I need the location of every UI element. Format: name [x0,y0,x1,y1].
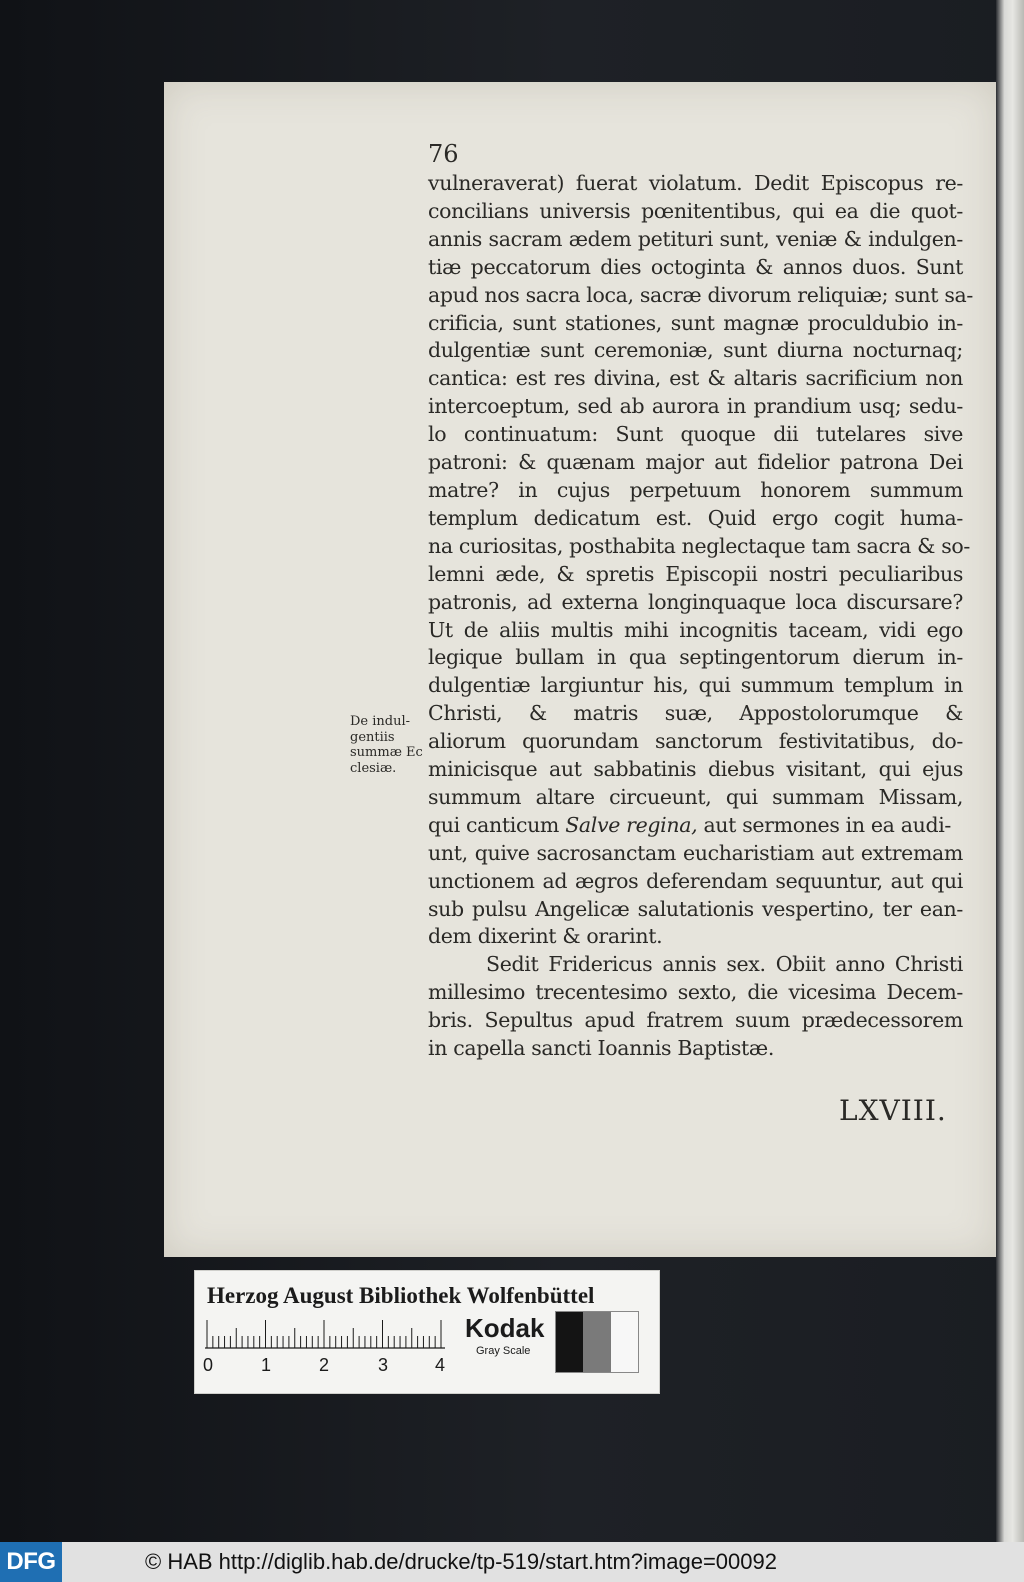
adjacent-page-edge [996,0,1024,1542]
text-line: dulgentiæ largiuntur his, qui summum templum in [428,673,963,698]
text-line: lo continuatum: Sunt quoque dii tutelares sive [428,422,963,447]
text-line: minicisque aut sabbatinis diebus visitant, qui ejus [428,757,963,782]
gray-scale-patches [555,1311,639,1373]
marginal-note-line: clesiæ. [350,760,397,776]
text-line: patroni: & quænam major aut fidelior patrona Dei [428,450,963,475]
text-line: Ut de aliis multis mihi incognitis taceam, vidi ego [428,617,963,642]
text-line: unt, quive sacrosanctam eucharistiam aut extremam [428,840,963,865]
gray-patch-white [611,1312,638,1372]
text-line-part: qui canticum [428,812,560,837]
ruler-label: 0 [203,1355,214,1375]
text-line: Sedit Fridericus annis sex. Obiit anno Christi [486,952,963,977]
marginal-note-line: summæ Ec [350,745,423,760]
gray-patch-black [556,1312,583,1372]
ruler-label: 1 [261,1355,272,1375]
text-line: aliorum quorundam sanctorum festivitatibus, do- [428,729,963,754]
text-line: patronis, ad externa longinquaque loca discursare? [428,589,963,614]
color-calibration-card [194,1270,660,1394]
text-line: cantica: est res divina, est & altaris sacrificium non [428,366,963,391]
text-line: bris. Sepultus apud fratrem suum prædecessorem [428,1008,963,1033]
text-line: annis sacram ædem petituri sunt, veniæ & indulgen- [428,226,963,251]
text-line: vulneraverat) fuerat violatum. Dedit Episcopus re- [428,171,963,195]
kodak-brand: Kodak [465,1313,545,1343]
ruler-label: 2 [319,1355,330,1375]
italic-phrase: Salve regina, [565,812,698,837]
body-text [428,170,973,1063]
book-page [164,82,996,1257]
marginal-note-line: gentiis [350,729,395,745]
text-line: templum dedicatum est. Quid ergo cogit huma- [428,505,963,530]
text-line: millesimo trecentesimo sexto, die vicesima Decem- [428,980,963,1005]
footer-bar [0,1542,1024,1582]
ruler-label: 4 [435,1355,446,1375]
ruler-labels [195,1355,455,1377]
text-line: matre? in cujus perpetuum honorem summum [428,477,963,502]
text-line: sub pulsu Angelicæ salutationis vespertino, ter ean- [428,896,963,921]
text-line: concilians universis pœnitentibus, qui ea die quot- [428,198,963,223]
page-number: 76 [428,140,459,168]
marginal-note-line: De indul- [350,714,411,729]
text-line: apud nos sacra loca, sacræ divorum reliquiæ; sunt sa- [428,282,973,307]
dfg-logo: DFG [0,1542,62,1582]
catchword: LXVIII. [839,1094,947,1127]
text-line: summum altare circueunt, qui summam Missam, [428,784,963,809]
text-line: Christi, & matris suæ, Appostolorumque & [428,701,963,726]
text-line: tiæ peccatorum dies octoginta & annos duos. Sunt [428,254,963,279]
text-line: in capella sancti Ioannis Baptistæ. [428,1036,774,1061]
copyright-text: © HAB http://diglib.hab.de/drucke/tp-519/start.htm?image=00092 [145,1549,777,1574]
text-line-with-italic [428,812,963,840]
ruler-scale [205,1319,445,1349]
text-line: dulgentiæ sunt ceremoniæ, sunt diurna nocturnaq; [428,338,963,363]
gray-patch-mid [583,1312,610,1372]
text-line: dem dixerint & orarint. [428,924,663,949]
text-line-part: aut sermones in ea audi- [703,812,951,837]
text-line: lemni æde, & spretis Episcopii nostri peculiaribus [428,561,963,586]
text-line: na curiositas, posthabita neglectaque tam sacra & so- [428,533,970,558]
text-line: crificia, sunt stationes, sunt magnæ proculdubio in- [428,310,963,335]
text-line: legique bullam in qua septingentorum dierum in- [428,645,963,670]
marginal-note [350,714,432,776]
gray-scale-label: Gray Scale [476,1345,531,1357]
ruler-label: 3 [378,1355,389,1375]
library-name: Herzog August Bibliothek Wolfenbüttel [207,1283,595,1308]
text-line: unctionem ad ægros deferendam sequuntur, aut qui [428,868,963,893]
text-line: intercoeptum, sed ab aurora in prandium usq; sedu- [428,394,963,419]
